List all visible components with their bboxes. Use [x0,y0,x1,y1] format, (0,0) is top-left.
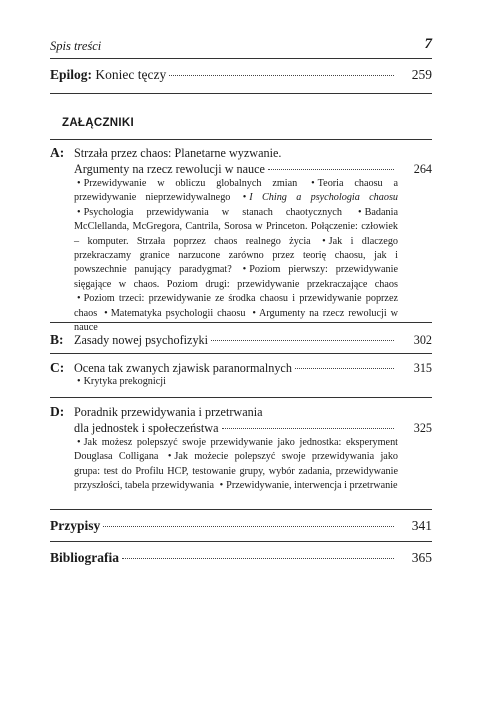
topic-item: Teoria chaosu a przewidywanie nieprzewidywalnego [74,178,399,204]
topic-item: Psychologia przewidywania w stanach chaotycznych [83,206,342,218]
topic-item-italic: I Ching a psychologia chaosu [249,192,399,204]
leader-dots [268,169,394,170]
divider [50,541,432,542]
leader-dots [122,558,394,559]
topic-item: Przewidywanie, interwencja i przetrwanie [226,480,398,492]
divider [50,139,432,140]
appendix-b-title: Zasady nowej psychofizyki [74,333,209,347]
appendix-d-letter: D: [50,404,65,419]
topic-item: Poziom pierwszy: przewidywanie sięgające w chaos. Poziom drugi: przewidywanie przekraczające chaos [74,264,398,290]
divider [50,93,432,94]
appendices-heading: ZAŁĄCZNIKI [62,117,134,129]
toc-entry-epilog[interactable] [50,67,432,83]
divider [50,397,432,398]
topic-item: Argumenty na rzecz rewolucji w nauce [74,307,398,334]
footnotes-title: Przypisy [50,518,101,533]
toc-entry-footnotes[interactable] [50,518,432,534]
leader-dots [169,75,394,76]
epilog-label: Epilog: [50,67,93,82]
topic-item: Badania McClellanda, McGregora, Cantrila, Sorosa w Princeton. Połączenie: człowiek – komputer. Strzała poprzez chaos realnego życia [74,206,398,247]
appendix-c-letter: C: [50,360,65,375]
appendix-c-description: • Krytyka prekognicji [77,376,166,387]
appendix-a-title-line1[interactable]: Strzała przez chaos: Planetarne wyzwanie. [74,146,282,160]
bibliography-title: Bibliografia [50,550,120,565]
topic-item: Jak i dlaczego przekraczamy granice narzucone zarówno przez teorię chaosu, jak i powszechnie panujący paradygmat? [74,235,399,276]
leader-dots [211,340,394,341]
appendix-c-page: 315 [413,361,432,375]
divider [50,509,432,510]
toc-entry-appendix-a[interactable] [74,161,432,177]
leader-dots [295,368,394,369]
appendix-a-description: • Przewidywanie w obliczu globalnych zmian • Teoria chaosu a przewidywanie nieprzewidywalnego • I Ching a psychologia chaosu • Psychologia przewidywania w stanach chaotycznych • Badania McClellanda, McGregora, Cantrila, Sorosa w Princeton. Połączenie: człowiek – komputer. Strzała poprzez chaos realnego życia • Jak i dlaczego przekraczamy granice narzucone zarówno przez teorię chaosu, jak i powszechnie panujący paradygmat? • Poziom pierwszy: przewidywanie sięgające w chaos. Poziom drugi: przewidywanie przekraczające chaos • Poziom trzeci: przewidywanie ze środka chaosu i przewidywanie poprzez chaos • Matematyka psychologii chaosu • Argumenty na rzecz rewolucji w nauce [74,178,399,334]
running-header [50,36,432,59]
epilog-title: Koniec tęczy [95,67,167,82]
topic-item: Jak możesz polepszyć swoje przewidywanie jako jednostka: eksperyment Douglasa Colligana [74,437,398,463]
leader-dots [222,428,394,429]
toc-entry-appendix-d[interactable] [74,420,432,436]
appendix-a-title-line2: Argumenty na rzecz rewolucji w nauce [74,162,265,176]
page-number: 7 [424,36,432,52]
divider [50,353,432,354]
running-title: Spis treści [50,39,102,53]
appendix-b-page: 302 [413,333,432,347]
topic-item: Matematyka psychologii chaosu [110,307,246,319]
appendix-d-title-line2: dla jednostek i społeczeństwa [74,421,219,435]
appendix-a-letter: A: [50,145,65,160]
appendix-d-page: 325 [413,421,432,435]
appendix-d-description: • Jak możesz polepszyć swoje przewidywanie jako jednostka: eksperyment Douglasa Colligana • Jak możecie polepszyć swoje przewidywania jako grupa: test do Profilu HCP, testowanie grupy, wybór zadania, przewidywanie przyszłości, tabela przewidywania • Przewidywanie, interwencja i przetrwanie [74,437,399,492]
epilog-page: 259 [411,67,432,82]
appendix-c-title: Ocena tak zwanych zjawisk paranormalnych [74,361,292,375]
appendix-a-page: 264 [413,162,432,176]
topic-item: Przewidywanie w obliczu globalnych zmian [83,178,298,189]
topic-item: Jak możecie polepszyć swoje przewidywania jako grupa: test do Profilu HCP, testowanie grupy, wybór zadania, przewidywanie przyszłości, tabela przewidywania [74,451,399,492]
divider [50,322,432,323]
appendix-d-title-line1[interactable]: Poradnik przewidywania i przetrwania [74,405,263,419]
appendix-b-letter: B: [50,332,64,347]
topic-item: Krytyka prekognicji [83,376,166,387]
bibliography-page: 365 [411,550,432,565]
toc-entry-appendix-c[interactable] [74,360,432,376]
toc-entry-appendix-b[interactable] [74,332,432,348]
topic-item: Poziom trzeci: przewidywanie ze środka chaosu i przewidywanie poprzez chaos [74,293,398,319]
footnotes-page: 341 [411,518,432,533]
leader-dots [103,526,394,527]
toc-entry-bibliography[interactable] [50,550,432,566]
